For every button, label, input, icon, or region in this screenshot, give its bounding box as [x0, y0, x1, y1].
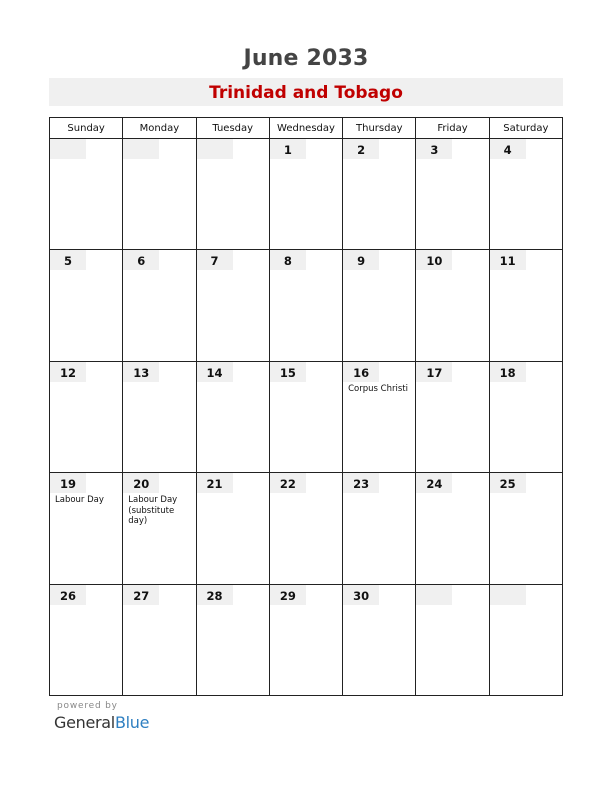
- day-number: [490, 585, 526, 605]
- day-cell: [123, 361, 196, 472]
- day-number: 7: [197, 250, 233, 270]
- day-number: 14: [197, 362, 233, 382]
- week-row: [50, 250, 563, 361]
- day-number: 20: [123, 473, 159, 493]
- calendar-grid: [49, 117, 563, 696]
- day-number: 8: [270, 250, 306, 270]
- day-number: 17: [416, 362, 452, 382]
- day-cell: [269, 250, 342, 361]
- day-number: 28: [197, 585, 233, 605]
- day-cell: [123, 139, 196, 250]
- day-cell: [269, 139, 342, 250]
- day-cell: [489, 361, 562, 472]
- calendar-body: [50, 139, 563, 696]
- day-cell: [123, 250, 196, 361]
- day-number: [197, 139, 233, 159]
- day-cell: [196, 139, 269, 250]
- day-number: 19: [50, 473, 86, 493]
- brand-logo: [54, 713, 149, 732]
- day-number: 6: [123, 250, 159, 270]
- day-cell: [489, 584, 562, 695]
- day-number: 26: [50, 585, 86, 605]
- day-number: 27: [123, 585, 159, 605]
- holiday-label: Labour Day (substitute day): [128, 495, 178, 527]
- day-number: 12: [50, 362, 86, 382]
- week-row: [50, 584, 563, 695]
- day-number: 16: [343, 362, 379, 382]
- day-number: [123, 139, 159, 159]
- weekday-header-row: [50, 118, 563, 139]
- day-number: 13: [123, 362, 159, 382]
- day-number: 22: [270, 473, 306, 493]
- weekday-header: Tuesday: [196, 118, 269, 139]
- week-row: [50, 361, 563, 472]
- day-number: 25: [490, 473, 526, 493]
- day-number: 29: [270, 585, 306, 605]
- day-number: [416, 585, 452, 605]
- day-cell: [416, 250, 489, 361]
- day-cell: [416, 584, 489, 695]
- day-cell: [50, 361, 123, 472]
- day-cell: [343, 250, 416, 361]
- page-title: June 2033: [243, 46, 369, 71]
- weekday-header: Sunday: [50, 118, 123, 139]
- day-number: 21: [197, 473, 233, 493]
- day-cell: [416, 139, 489, 250]
- day-cell: [489, 139, 562, 250]
- day-number: 4: [490, 139, 526, 159]
- day-cell: [123, 473, 196, 584]
- day-number: 24: [416, 473, 452, 493]
- day-cell: [50, 139, 123, 250]
- holiday-label: Labour Day: [55, 495, 104, 506]
- day-cell: [50, 250, 123, 361]
- brand-logo-part1: General: [54, 713, 115, 732]
- day-cell: [196, 361, 269, 472]
- weekday-header: Monday: [123, 118, 196, 139]
- day-cell: [50, 584, 123, 695]
- day-cell: [123, 584, 196, 695]
- week-row: [50, 473, 563, 584]
- country-banner: [49, 78, 563, 106]
- day-cell: [343, 584, 416, 695]
- day-number: 15: [270, 362, 306, 382]
- day-number: 23: [343, 473, 379, 493]
- day-cell: [489, 473, 562, 584]
- day-cell: [50, 473, 123, 584]
- day-cell: [343, 361, 416, 472]
- day-cell: [343, 139, 416, 250]
- day-number: 10: [416, 250, 452, 270]
- day-cell: [489, 250, 562, 361]
- day-cell: [196, 584, 269, 695]
- day-cell: [196, 473, 269, 584]
- weekday-header: Thursday: [343, 118, 416, 139]
- day-number: 1: [270, 139, 306, 159]
- brand-logo-part2: Blue: [114, 713, 150, 732]
- powered-by-label: powered by: [57, 701, 118, 711]
- day-number: 18: [490, 362, 526, 382]
- weekday-header: Friday: [416, 118, 489, 139]
- weekday-header: Saturday: [489, 118, 562, 139]
- day-cell: [269, 473, 342, 584]
- day-cell: [269, 361, 342, 472]
- day-number: 2: [343, 139, 379, 159]
- day-number: 30: [343, 585, 379, 605]
- day-cell: [196, 250, 269, 361]
- holiday-label: Corpus Christi: [348, 383, 408, 394]
- day-cell: [416, 473, 489, 584]
- day-number: 9: [343, 250, 379, 270]
- day-cell: [343, 473, 416, 584]
- day-number: [50, 139, 86, 159]
- day-number: 5: [50, 250, 86, 270]
- week-row: [50, 139, 563, 250]
- day-number: 11: [490, 250, 526, 270]
- day-cell: [416, 361, 489, 472]
- country-name: Trinidad and Tobago: [209, 83, 403, 103]
- day-number: 3: [416, 139, 452, 159]
- weekday-header: Wednesday: [269, 118, 342, 139]
- day-cell: [269, 584, 342, 695]
